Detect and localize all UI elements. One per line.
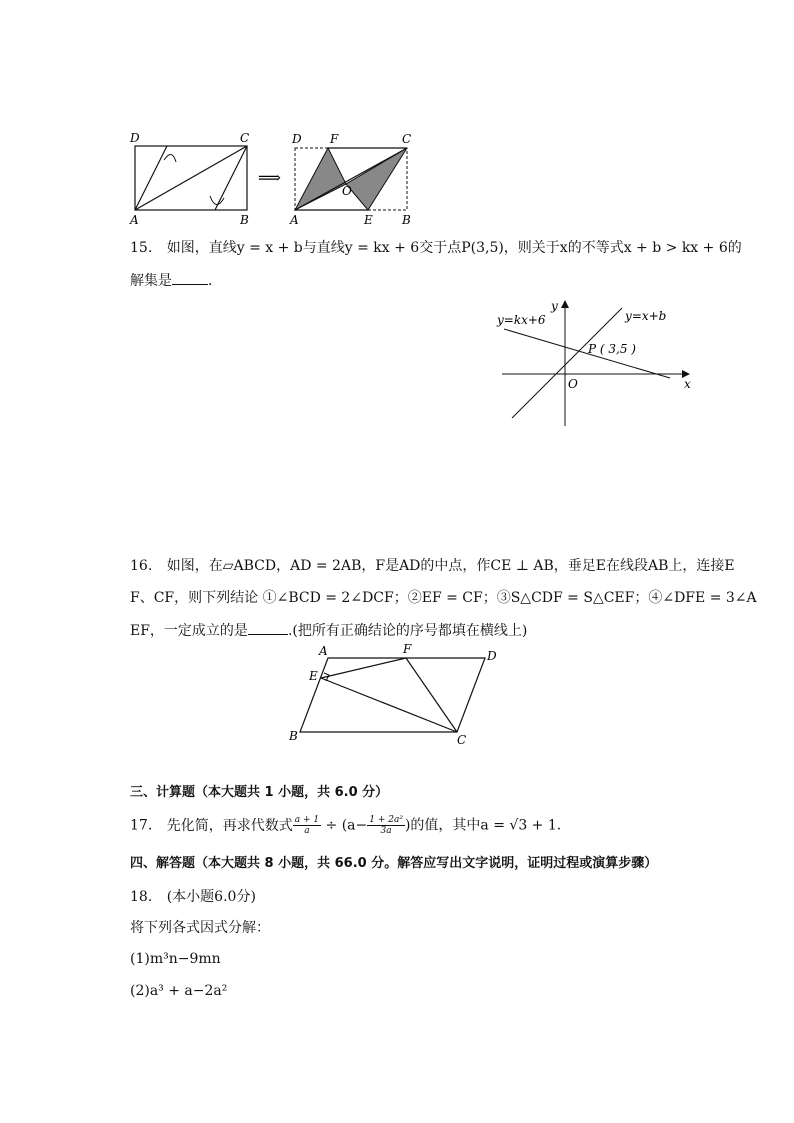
q16-label-f: F <box>403 642 412 656</box>
q16-number: 16. <box>130 558 153 574</box>
fold-figure <box>120 128 420 228</box>
q16-label-d: D <box>487 649 497 663</box>
q16-label-a: A <box>319 644 328 658</box>
q16-answer-blank[interactable] <box>248 620 288 635</box>
q15-number: 15. <box>130 240 153 256</box>
q18-score: (本小题6.0分) <box>166 889 256 905</box>
q15-label-kx6: y=kx+6 <box>497 313 546 327</box>
q15-y-axis-arrow <box>561 300 569 308</box>
q16-segment-ef <box>321 658 406 678</box>
q15-label-x: x <box>684 377 691 391</box>
q16-segment-ce <box>321 678 457 732</box>
q17-fraction-2 <box>367 815 405 836</box>
q16-text-line3-suffix: .(把所有正确结论的序号都填在横线上) <box>287 623 528 639</box>
q17-suffix: )的值，其中a = √3 + 1. <box>404 817 562 834</box>
q16-text-line3-prefix: EF，一定成立的是 <box>130 623 248 639</box>
q16-line2 <box>130 588 757 608</box>
q17-fraction-2-denominator: 3a <box>380 826 392 836</box>
q16-line1 <box>130 556 735 576</box>
q15-text: 如图，直线y = x + b与直线y = kx + 6交于点P(3,5)，则关于x的不等式x + b > kx + 6的 <box>166 240 742 256</box>
fold-right-shaded-right <box>346 148 407 210</box>
fold-right-label-c: C <box>402 132 412 146</box>
q15-answer-blank[interactable] <box>172 270 208 285</box>
q16-label-e: E <box>309 669 318 683</box>
q17-fraction-2-numerator: 1 + 2a² <box>369 815 403 825</box>
fold-arrow-curve-1 <box>164 154 176 162</box>
q15-line2 <box>130 270 222 291</box>
q17-fraction-1-numerator: a + 1 <box>294 815 320 825</box>
q15-graph <box>492 296 702 431</box>
fold-left-label-d: D <box>130 131 140 145</box>
q17-middle: ÷ (a− <box>321 817 368 834</box>
q15-line-kx6 <box>504 329 670 378</box>
fold-left-label-c: C <box>240 131 250 145</box>
q18-item-2: (2)a³ + a−2a² <box>130 983 228 999</box>
fold-transform-arrow: ⟹ <box>258 168 281 187</box>
fold-right-shaded-left <box>295 148 346 210</box>
section4-heading: 四、解答题（本大题共 8 小题，共 66.0 分。解答应写出文字说明，证明过程或演算步骤） <box>130 856 658 871</box>
fold-right-label-o: O <box>342 184 352 198</box>
fold-right-label-b: B <box>402 213 411 227</box>
q16-label-c: C <box>457 733 467 747</box>
fold-right-label-e: E <box>364 213 373 227</box>
q17-number: 17. <box>130 817 153 834</box>
q16-text-line1: 如图，在▱ABCD，AD = 2AB，F是AD的中点，作CE ⊥ AB，垂足E在线段AB上，连接E <box>166 558 735 574</box>
q16-segment-cf <box>406 658 457 732</box>
q15-label-y: y <box>551 299 558 313</box>
q15-line1 <box>130 238 742 258</box>
fold-left-diagonal <box>135 146 247 210</box>
q17-fraction-1-denominator: a <box>304 826 310 836</box>
q17-prefix: 先化简，再求代数式 <box>166 817 293 834</box>
q15-label-p: P ( 3,5 ) <box>588 342 636 356</box>
q18-header <box>130 887 256 907</box>
q17-fraction-1 <box>293 815 321 836</box>
q16-parallelogram <box>300 658 485 732</box>
q16-text-line2: F、CF，则下列结论 ①∠BCD = 2∠DCF；②EF = CF；③S△CDF = S△CEF；④∠DFE = 3∠A <box>130 590 757 606</box>
q16-figure <box>285 640 510 750</box>
fold-left-label-b: B <box>240 213 249 227</box>
q18-item-1: (1)m³n−9mn <box>130 951 221 967</box>
q18-number: 18. <box>130 889 153 905</box>
q15-answer-suffix: ． <box>208 273 222 289</box>
fold-right-label-d: D <box>292 132 302 146</box>
q15-label-o: O <box>568 377 578 391</box>
q16-label-b: B <box>289 729 298 743</box>
q15-answer-prefix: 解集是 <box>130 273 172 289</box>
q17-line <box>130 815 561 836</box>
q15-label-xb: y=x+b <box>625 309 667 323</box>
q16-line3 <box>130 620 527 641</box>
fold-left-label-a: A <box>130 213 139 227</box>
fold-right-label-f: F <box>330 132 339 146</box>
q18-instruction: 将下列各式因式分解： <box>130 920 270 936</box>
section3-heading: 三、计算题（本大题共 1 小题，共 6.0 分） <box>130 785 389 800</box>
fold-right-label-a: A <box>290 213 299 227</box>
